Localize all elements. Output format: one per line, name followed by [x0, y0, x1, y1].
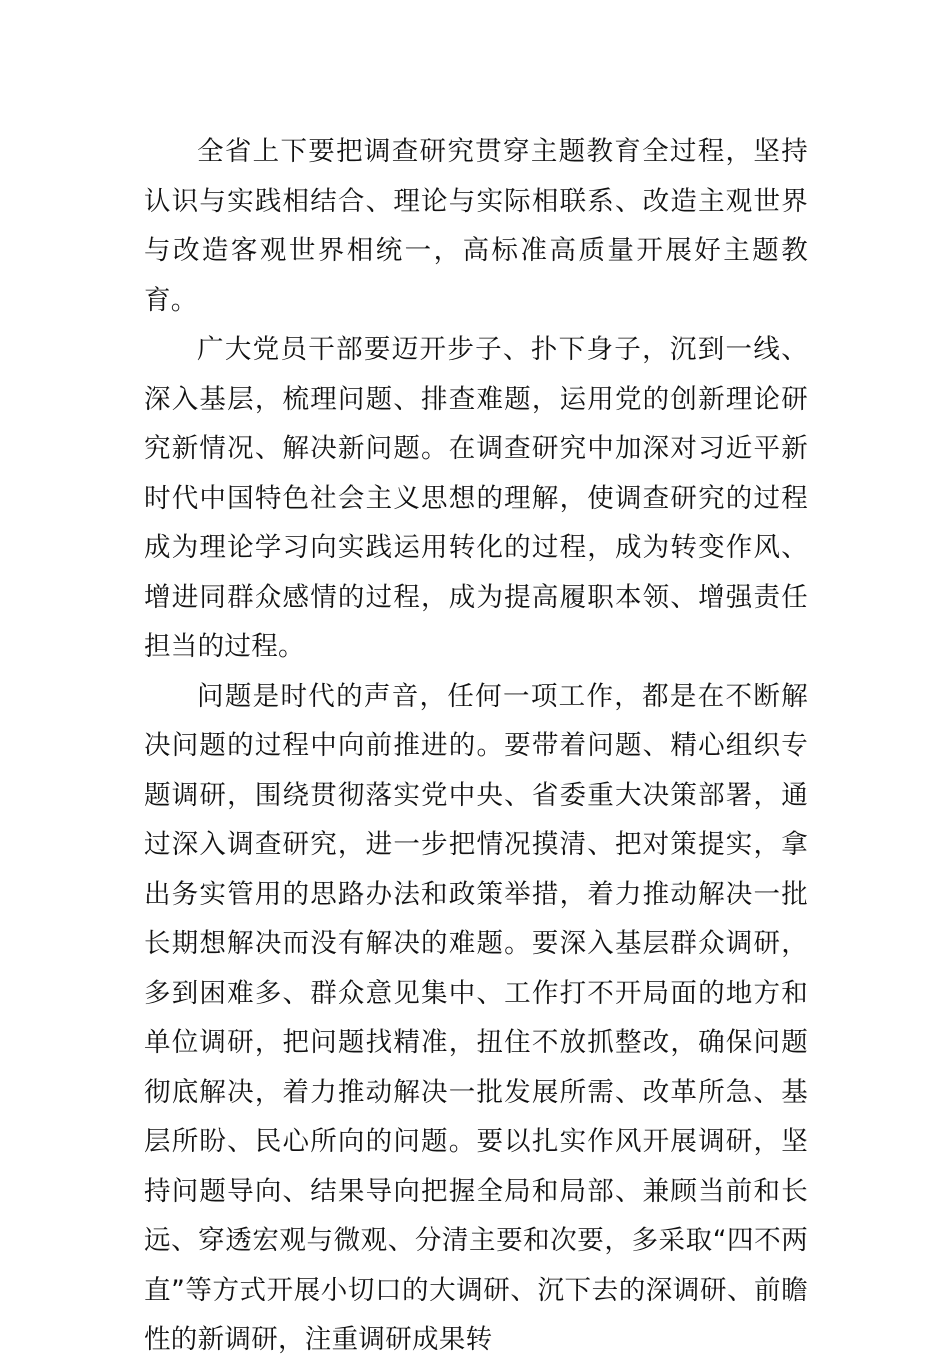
- paragraph-3: 问题是时代的声音，任何一项工作，都是在不断解决问题的过程中向前推进的。要带着问题、精心组织专题调研，围绕贯彻落实党中央、省委重大决策部署，通过深入调查研究，进一步把情况摸清、把对策提实，拿出务实管用的思路办法和政策举措，着力推动解决一批长期想解决而没有解决的难题。要深入基层群众调研，多到困难多、群众意见集中、工作打不开局面的地方和单位调研，把问题找精准，扭住不放抓整改，确保问题彻底解决，着力推动解决一批发展所需、改革所急、基层所盼、民心所向的问题。要以扎实作风开展调研，坚持问题导向、结果导向把握全局和局部、兼顾当前和长远、穿透宏观与微观、分清主要和次要，多采取“四不两直”等方式开展小切口的大调研、沉下去的深调研、前瞻性的新调研，注重调研成果转: [144, 680, 808, 1355]
- paragraph-2: 广大党员干部要迈开步子、扑下身子，沉到一线、深入基层，梳理问题、排查难题，运用党的创新理论研究新情况、解决新问题。在调查研究中加深对习近平新时代中国特色社会主义思想的理解，使调查研究的过程成为理论学习向实践运用转化的过程，成为转变作风、增进同群众感情的过程，成为提高履职本领、增强责任担当的过程。: [144, 334, 808, 662]
- document-body: [144, 127, 808, 1365]
- paragraph-1: 全省上下要把调查研究贯穿主题教育全过程，坚持认识与实践相结合、理论与实际相联系、改造主观世界与改造客观世界相统一，高标准高质量开展好主题教育。: [144, 136, 808, 316]
